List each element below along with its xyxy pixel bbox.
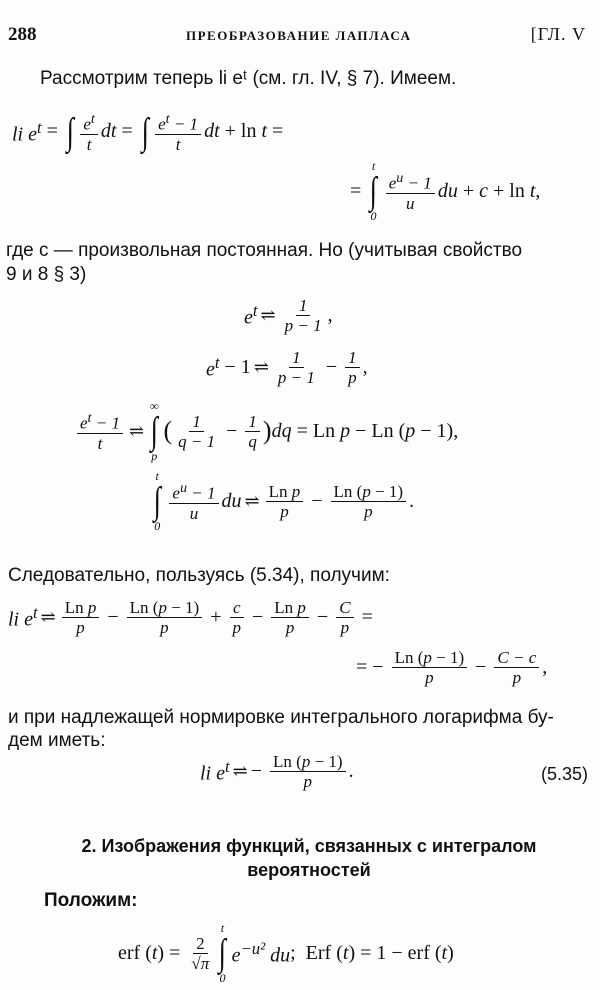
section-title-l1: 2. Изображения функций, связанных с интегралом [81, 836, 537, 856]
paragraph-consequently: Следовательно, пользуясь (5.34), получим: [8, 565, 390, 586]
equation-image-et: $e^t$ ⇌ 1 p − 1 , [244, 296, 333, 335]
paragraph-where-c-l2: 9 и 8 § 3) [6, 264, 87, 285]
equation-li-image-continued: = − $\frac{Ln (p - 1)}{p}$ − $\frac{C - c}{p}$ , [356, 648, 548, 687]
paragraph-normalization-l2: дем иметь: [8, 730, 106, 751]
paragraph-let: Положим: [44, 890, 138, 911]
page-header [0, 22, 600, 48]
paragraph-where-c-l1: где c — произвольная постоянная. Но (учитывая свойство [6, 240, 523, 261]
equation-5-35: li $e^t$ ⇌ − $\frac{Ln (p - 1)}{p}$ . [200, 752, 354, 791]
equation-li-image: li $e^t$ ⇌ Ln p p − $\frac{Ln (p - 1)}{p}$ + $\frac{c}{p}$ − $\frac{\text{Ln p}}{p}$ − $\frac{C}{p}$ = [8, 598, 373, 637]
running-title: ПРЕОБРАЗОВАНИЕ ЛАПЛАСА [186, 28, 412, 43]
equation-number: (5.35) [540, 764, 588, 784]
chapter-label: [ГЛ. V [530, 24, 586, 44]
section-title-l2: вероятностей [247, 860, 371, 880]
equation-li-definition: li $e^t$ = ∫ $e^t$ t dt = ∫ $e^t - 1$ t dt + ln t = [12, 110, 284, 154]
page-number: 288 [8, 24, 37, 45]
paragraph-intro: Рассмотрим теперь li eᵗ (см. гл. IV, § 7). Имеем. [40, 68, 457, 89]
equation-erf-definition: erf ( t ) = $\frac{2}{√\pi}$ t ∫ 0 $e^{-u^2}$ du ; Erf ( t ) = 1 − erf ( t ) [118, 921, 454, 985]
equation-li-continued: = t ∫ 0 $e^u - 1$ u du + c + ln t , [350, 159, 541, 223]
paragraph-normalization-l1: и при надлежащей нормировке интегрального логарифма бу- [8, 707, 554, 728]
equation-image-et-minus-1: $e^t$ − 1 ⇌ 1 p − 1 − $\frac{1}{p}$ , [206, 348, 368, 387]
equation-image-integral: t ∫ 0 $e^u - 1$ u du ⇌ Ln p p − $\frac{Ln (p - 1)}{p}$ . [153, 469, 415, 533]
equation-image-quotient: $e^t - 1$ t ⇌ ∞ ∫ p ( 1 q − 1 − $\frac{1}{q}$ ) dq = Ln p − Ln ( p − 1), [74, 400, 458, 462]
